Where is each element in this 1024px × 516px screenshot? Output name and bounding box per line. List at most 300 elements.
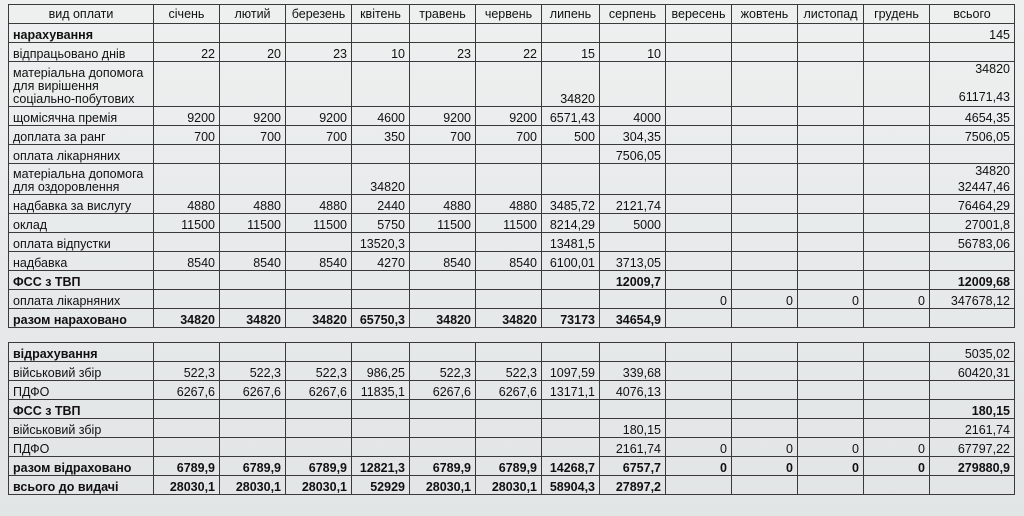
gap-cell xyxy=(476,328,542,343)
table-cell xyxy=(798,271,864,290)
table-cell: 2121,74 xyxy=(600,195,666,214)
table-cell: 4880 xyxy=(476,195,542,214)
table-cell xyxy=(798,343,864,362)
table-cell: 9200 xyxy=(410,107,476,126)
table-cell: 14268,7 xyxy=(542,457,600,476)
table-cell xyxy=(798,62,864,107)
table-cell xyxy=(286,233,352,252)
table-cell xyxy=(352,438,410,457)
table-cell xyxy=(732,271,798,290)
table-row xyxy=(9,362,1015,381)
row-label: оплата відпустки xyxy=(9,233,154,252)
row-label: разом нараховано xyxy=(9,309,154,328)
row-total: 2161,74 xyxy=(930,419,1015,438)
table-cell: 0 xyxy=(666,438,732,457)
table-cell xyxy=(864,43,930,62)
header-total: всього xyxy=(930,5,1015,24)
gap-cell xyxy=(666,328,732,343)
table-row xyxy=(9,145,1015,164)
table-cell: 13171,1 xyxy=(542,381,600,400)
table-cell xyxy=(798,24,864,43)
table-cell xyxy=(476,24,542,43)
table-cell xyxy=(542,419,600,438)
table-cell xyxy=(220,271,286,290)
table-cell xyxy=(154,419,220,438)
gap-cell xyxy=(220,328,286,343)
table-cell: 6571,43 xyxy=(542,107,600,126)
gap-cell xyxy=(542,328,600,343)
table-cell: 34820 xyxy=(220,309,286,328)
table-cell xyxy=(666,381,732,400)
row-label: ПДФО xyxy=(9,381,154,400)
table-cell: 6267,6 xyxy=(286,381,352,400)
table-cell: 22 xyxy=(154,43,220,62)
section-label: відрахування xyxy=(9,343,154,362)
table-cell: 2161,74 xyxy=(600,438,666,457)
table-cell xyxy=(542,164,600,195)
table-row xyxy=(9,419,1015,438)
table-cell xyxy=(864,381,930,400)
table-cell: 34820 xyxy=(286,309,352,328)
row-label: ФСС з ТВП xyxy=(9,400,154,419)
table-cell xyxy=(864,343,930,362)
row-label: надбавка xyxy=(9,252,154,271)
section-total: 5035,02 xyxy=(930,343,1015,362)
table-cell xyxy=(542,290,600,309)
table-cell: 500 xyxy=(542,126,600,145)
table-cell: 9200 xyxy=(476,107,542,126)
table-row xyxy=(9,381,1015,400)
row-label: матеріальна допомога для оздоровлення xyxy=(9,164,154,195)
table-cell: 6267,6 xyxy=(154,381,220,400)
table-cell xyxy=(864,419,930,438)
row-total: 4654,35 xyxy=(930,107,1015,126)
row-total: 60420,31 xyxy=(930,362,1015,381)
table-cell: 700 xyxy=(220,126,286,145)
row-label: доплата за ранг xyxy=(9,126,154,145)
table-cell xyxy=(798,233,864,252)
table-cell: 9200 xyxy=(154,107,220,126)
table-cell xyxy=(286,343,352,362)
table-cell: 0 xyxy=(864,438,930,457)
table-cell: 12821,3 xyxy=(352,457,410,476)
row-total xyxy=(930,309,1015,328)
table-cell: 0 xyxy=(864,290,930,309)
row-label: матеріальна допомога для вирішення соціально-побутових xyxy=(9,62,154,107)
table-cell xyxy=(542,438,600,457)
table-cell: 6789,9 xyxy=(410,457,476,476)
table-cell xyxy=(864,24,930,43)
table-cell xyxy=(410,419,476,438)
table-cell: 15 xyxy=(542,43,600,62)
table-cell: 4600 xyxy=(352,107,410,126)
table-cell: 10 xyxy=(600,43,666,62)
table-cell xyxy=(410,145,476,164)
table-cell xyxy=(220,400,286,419)
table-cell xyxy=(864,252,930,271)
table-cell: 0 xyxy=(798,457,864,476)
table-cell: 522,3 xyxy=(154,362,220,381)
row-total: 56783,06 xyxy=(930,233,1015,252)
table-cell xyxy=(476,290,542,309)
row-label: військовий збір xyxy=(9,419,154,438)
table-cell xyxy=(410,343,476,362)
table-cell xyxy=(410,438,476,457)
table-cell xyxy=(864,476,930,495)
row-total: 12009,68 xyxy=(930,271,1015,290)
table-cell xyxy=(864,107,930,126)
table-cell: 8214,29 xyxy=(542,214,600,233)
table-cell xyxy=(732,24,798,43)
table-cell: 11500 xyxy=(476,214,542,233)
table-cell xyxy=(600,233,666,252)
table-row xyxy=(9,252,1015,271)
table-cell xyxy=(732,164,798,195)
table-cell xyxy=(864,233,930,252)
gap-cell xyxy=(930,328,1015,343)
header-month: квітень xyxy=(352,5,410,24)
table-cell xyxy=(476,419,542,438)
table-cell xyxy=(286,62,352,107)
row-total xyxy=(930,252,1015,271)
table-cell xyxy=(220,62,286,107)
table-cell xyxy=(600,343,666,362)
table-cell: 28030,1 xyxy=(476,476,542,495)
row-label: надбавка за вислугу xyxy=(9,195,154,214)
table-cell xyxy=(154,24,220,43)
table-cell xyxy=(286,164,352,195)
table-cell xyxy=(666,214,732,233)
table-cell: 65750,3 xyxy=(352,309,410,328)
table-cell xyxy=(666,145,732,164)
table-cell xyxy=(666,362,732,381)
table-cell xyxy=(154,145,220,164)
table-cell: 11835,1 xyxy=(352,381,410,400)
table-cell xyxy=(220,438,286,457)
accruals-section-row xyxy=(9,24,1015,43)
table-cell: 2440 xyxy=(352,195,410,214)
table-cell xyxy=(476,343,542,362)
table-cell xyxy=(798,164,864,195)
table-cell: 522,3 xyxy=(286,362,352,381)
table-cell: 522,3 xyxy=(410,362,476,381)
table-cell: 6789,9 xyxy=(286,457,352,476)
table-cell: 6267,6 xyxy=(220,381,286,400)
table-cell xyxy=(864,400,930,419)
table-cell: 11500 xyxy=(286,214,352,233)
table-cell: 0 xyxy=(864,457,930,476)
table-cell: 6757,7 xyxy=(600,457,666,476)
table-cell xyxy=(864,145,930,164)
table-cell: 73173 xyxy=(542,309,600,328)
table-cell xyxy=(732,195,798,214)
table-cell xyxy=(286,400,352,419)
table-cell xyxy=(220,145,286,164)
table-cell: 7506,05 xyxy=(600,145,666,164)
table-cell: 9200 xyxy=(286,107,352,126)
table-row xyxy=(9,400,1015,419)
table-cell: 22 xyxy=(476,43,542,62)
table-cell xyxy=(666,43,732,62)
table-cell: 5750 xyxy=(352,214,410,233)
table-cell: 0 xyxy=(732,290,798,309)
table-cell xyxy=(154,290,220,309)
table-cell xyxy=(476,62,542,107)
row-total-extra: 32447,46 xyxy=(957,180,1010,194)
table-cell xyxy=(666,271,732,290)
table-cell xyxy=(600,62,666,107)
table-cell xyxy=(286,419,352,438)
table-cell xyxy=(732,145,798,164)
table-cell: 0 xyxy=(798,290,864,309)
table-cell xyxy=(666,476,732,495)
table-row xyxy=(9,214,1015,233)
header-month: червень xyxy=(476,5,542,24)
table-cell xyxy=(798,126,864,145)
table-cell xyxy=(732,476,798,495)
table-cell xyxy=(542,24,600,43)
section-label: нарахування xyxy=(9,24,154,43)
table-cell: 34820 xyxy=(352,164,410,195)
row-total xyxy=(930,381,1015,400)
table-cell xyxy=(352,62,410,107)
table-cell xyxy=(732,381,798,400)
table-row xyxy=(9,271,1015,290)
table-cell xyxy=(666,62,732,107)
row-total: 347678,12 xyxy=(930,290,1015,309)
table-cell: 4880 xyxy=(154,195,220,214)
table-cell: 13481,5 xyxy=(542,233,600,252)
header-month: липень xyxy=(542,5,600,24)
table-cell: 8540 xyxy=(476,252,542,271)
table-cell: 0 xyxy=(798,438,864,457)
table-cell xyxy=(220,343,286,362)
table-cell xyxy=(732,107,798,126)
row-total: 76464,29 xyxy=(930,195,1015,214)
table-cell: 9200 xyxy=(220,107,286,126)
row-label: щомісячна премія xyxy=(9,107,154,126)
table-row xyxy=(9,438,1015,457)
table-cell: 4076,13 xyxy=(600,381,666,400)
table-cell xyxy=(410,290,476,309)
table-cell xyxy=(476,400,542,419)
table-cell xyxy=(600,24,666,43)
table-cell xyxy=(732,62,798,107)
table-cell xyxy=(286,438,352,457)
table-row xyxy=(9,164,1015,195)
row-label: оплата лікарняних xyxy=(9,290,154,309)
table-cell xyxy=(286,271,352,290)
row-label: ПДФО xyxy=(9,438,154,457)
table-cell xyxy=(220,290,286,309)
table-cell xyxy=(798,195,864,214)
table-cell xyxy=(666,419,732,438)
table-cell xyxy=(666,164,732,195)
table-cell xyxy=(798,107,864,126)
table-cell xyxy=(600,290,666,309)
table-cell: 4880 xyxy=(410,195,476,214)
table-cell: 8540 xyxy=(220,252,286,271)
header-month: жовтень xyxy=(732,5,798,24)
table-row xyxy=(9,476,1015,495)
table-cell: 34820 xyxy=(476,309,542,328)
table-cell xyxy=(798,145,864,164)
table-cell xyxy=(732,126,798,145)
row-label: разом відраховано xyxy=(9,457,154,476)
table-cell xyxy=(798,400,864,419)
row-total: 27001,8 xyxy=(930,214,1015,233)
row-total xyxy=(930,164,1015,195)
row-total-value: 34820 xyxy=(975,164,1010,178)
table-cell: 34820 xyxy=(542,62,600,107)
row-label: ФСС з ТВП xyxy=(9,271,154,290)
header-month: вересень xyxy=(666,5,732,24)
table-cell: 4270 xyxy=(352,252,410,271)
table-cell xyxy=(352,145,410,164)
header-month: листопад xyxy=(798,5,864,24)
table-cell xyxy=(666,252,732,271)
table-cell: 522,3 xyxy=(220,362,286,381)
table-cell: 23 xyxy=(286,43,352,62)
row-total xyxy=(930,62,1015,107)
table-cell xyxy=(600,400,666,419)
table-cell xyxy=(410,271,476,290)
table-cell: 304,35 xyxy=(600,126,666,145)
table-cell: 8540 xyxy=(410,252,476,271)
table-row xyxy=(9,107,1015,126)
table-cell: 34820 xyxy=(154,309,220,328)
table-row xyxy=(9,62,1015,107)
table-cell: 58904,3 xyxy=(542,476,600,495)
gap-cell xyxy=(732,328,798,343)
table-cell: 27897,2 xyxy=(600,476,666,495)
table-cell: 700 xyxy=(410,126,476,145)
table-cell: 5000 xyxy=(600,214,666,233)
row-total xyxy=(930,476,1015,495)
table-cell: 28030,1 xyxy=(410,476,476,495)
deductions-section-row xyxy=(9,343,1015,362)
table-cell xyxy=(220,233,286,252)
table-cell xyxy=(666,343,732,362)
table-cell xyxy=(732,252,798,271)
row-label: військовий збір xyxy=(9,362,154,381)
table-cell: 11500 xyxy=(410,214,476,233)
table-cell xyxy=(410,400,476,419)
table-cell xyxy=(476,233,542,252)
table-cell: 700 xyxy=(286,126,352,145)
table-cell xyxy=(798,419,864,438)
table-cell: 34654,9 xyxy=(600,309,666,328)
table-cell xyxy=(220,164,286,195)
table-cell xyxy=(798,43,864,62)
table-cell: 4000 xyxy=(600,107,666,126)
table-cell: 8540 xyxy=(286,252,352,271)
table-cell xyxy=(732,419,798,438)
table-cell xyxy=(220,24,286,43)
table-cell xyxy=(352,400,410,419)
table-cell xyxy=(666,195,732,214)
table-cell xyxy=(798,309,864,328)
table-cell xyxy=(286,290,352,309)
table-cell xyxy=(798,214,864,233)
table-row xyxy=(9,290,1015,309)
table-cell xyxy=(666,24,732,43)
table-cell xyxy=(154,233,220,252)
table-cell xyxy=(410,24,476,43)
row-total-value: 34820 xyxy=(975,62,1010,76)
table-cell: 0 xyxy=(666,290,732,309)
table-cell: 6100,01 xyxy=(542,252,600,271)
row-total: 180,15 xyxy=(930,400,1015,419)
table-cell xyxy=(864,164,930,195)
table-cell xyxy=(154,343,220,362)
table-cell xyxy=(220,419,286,438)
table-cell: 0 xyxy=(732,457,798,476)
table-cell xyxy=(864,309,930,328)
table-cell: 1097,59 xyxy=(542,362,600,381)
table-cell xyxy=(476,271,542,290)
table-cell: 700 xyxy=(476,126,542,145)
table-cell: 339,68 xyxy=(600,362,666,381)
table-row xyxy=(9,309,1015,328)
table-cell xyxy=(666,233,732,252)
table-cell xyxy=(798,362,864,381)
row-label: відпрацьовано днів xyxy=(9,43,154,62)
header-month: січень xyxy=(154,5,220,24)
table-gap xyxy=(9,328,1015,343)
table-cell: 13520,3 xyxy=(352,233,410,252)
table-cell xyxy=(864,126,930,145)
table-cell: 8540 xyxy=(154,252,220,271)
table-row xyxy=(9,195,1015,214)
table-cell xyxy=(864,195,930,214)
table-cell xyxy=(154,400,220,419)
table-cell: 3485,72 xyxy=(542,195,600,214)
gap-cell xyxy=(154,328,220,343)
table-cell xyxy=(352,24,410,43)
section-total: 145 xyxy=(930,24,1015,43)
table-cell xyxy=(410,164,476,195)
row-total: 279880,9 xyxy=(930,457,1015,476)
table-cell: 11500 xyxy=(220,214,286,233)
table-cell: 0 xyxy=(666,457,732,476)
table-cell: 6267,6 xyxy=(476,381,542,400)
table-cell xyxy=(666,400,732,419)
table-cell: 28030,1 xyxy=(154,476,220,495)
table-cell xyxy=(732,43,798,62)
gap-cell xyxy=(9,328,154,343)
table-cell xyxy=(352,290,410,309)
table-cell: 4880 xyxy=(220,195,286,214)
header-month: грудень xyxy=(864,5,930,24)
table-cell: 10 xyxy=(352,43,410,62)
gap-cell xyxy=(798,328,864,343)
table-cell: 350 xyxy=(352,126,410,145)
payroll-table xyxy=(8,4,1015,495)
table-cell xyxy=(666,126,732,145)
table-cell: 522,3 xyxy=(476,362,542,381)
table-cell: 6789,9 xyxy=(154,457,220,476)
header-month: лютий xyxy=(220,5,286,24)
table-row xyxy=(9,43,1015,62)
table-cell xyxy=(410,233,476,252)
table-cell: 23 xyxy=(410,43,476,62)
header-month: серпень xyxy=(600,5,666,24)
table-cell xyxy=(542,343,600,362)
table-cell xyxy=(732,214,798,233)
table-cell xyxy=(476,164,542,195)
table-cell xyxy=(286,145,352,164)
